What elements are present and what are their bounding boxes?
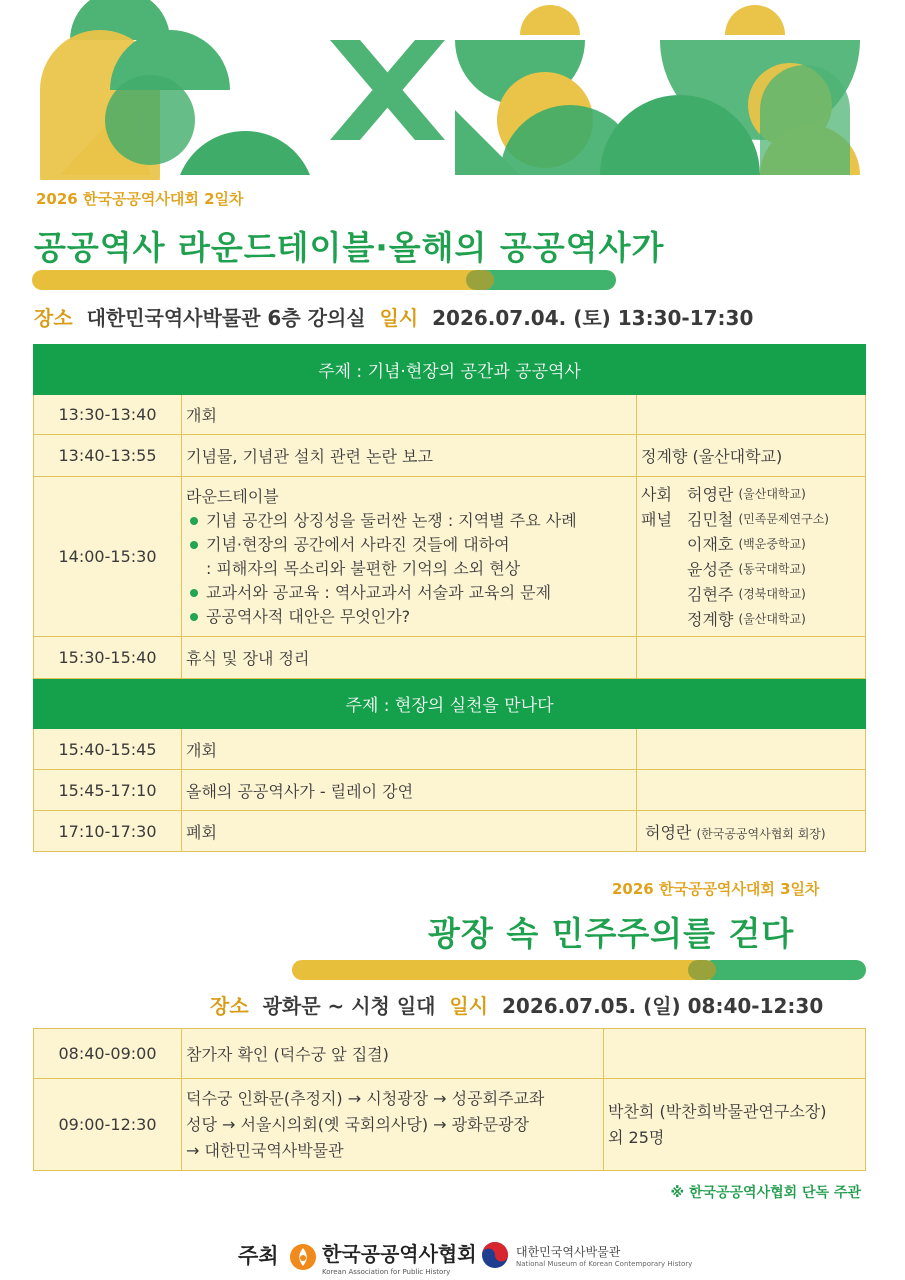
panel-role: 사회: [641, 484, 672, 504]
panel-role: [641, 557, 687, 582]
day2-divider-bar: [32, 270, 616, 290]
list-item: [186, 509, 636, 533]
table-row: [34, 1079, 866, 1171]
day3-venue-line: [210, 990, 823, 1019]
panel-row: [641, 482, 865, 507]
table-row: [34, 1029, 866, 1079]
panel-row: [641, 532, 865, 557]
person-cell: 정계향 (울산대학교): [637, 435, 866, 477]
theme-row: [34, 679, 866, 729]
roundtable-heading: 라운드테이블: [186, 486, 279, 506]
host-label: 주최: [238, 1244, 279, 1268]
time-cell: 15:40-15:45: [34, 729, 182, 770]
table-row: [34, 395, 866, 435]
museum-logo-icon: [480, 1240, 510, 1270]
theme-heading: 주제 : 현장의 실천을 만나다: [34, 679, 866, 729]
time-cell: 15:45-17:10: [34, 770, 182, 811]
guide-extra: 외 25명: [608, 1127, 665, 1147]
date-text: 2026.07.04. (토) 13:30-17:30: [432, 306, 754, 330]
panel-role: [641, 532, 687, 557]
organizer-note: ※ 한국공공역사협회 단독 주관: [670, 1185, 861, 1201]
panel-name: 윤성준: [687, 559, 734, 579]
day3-kicker: 2026 한국공공역사대회 3일차: [612, 880, 820, 898]
topic-text: 공공역사적 대안은 무엇인가?: [206, 606, 411, 626]
panel-affiliation: (경북대학교): [738, 586, 806, 601]
org1-logo: [288, 1238, 477, 1276]
table-row: [34, 435, 866, 477]
person-cell: [604, 1079, 866, 1171]
theme-heading: 주제 : 기념·현장의 공간과 공공역사: [34, 345, 866, 395]
route-line: → 대한민국역사박물관: [186, 1140, 344, 1160]
day2-schedule-table: [33, 344, 866, 852]
person-cell: [637, 729, 866, 770]
person-cell: [637, 637, 866, 679]
panel-row: [641, 507, 865, 532]
route-line: 성당 → 서울시의회(옛 국회의사당) → 광화문광장: [186, 1114, 529, 1134]
venue-label: 장소: [210, 994, 249, 1018]
day3-divider-bar: [292, 960, 866, 980]
activity-cell: 올해의 공공역사가 - 릴레이 강연: [182, 770, 637, 811]
roundtable-topics: [186, 509, 636, 629]
guide-name: 박찬희 (박찬희박물관연구소장): [608, 1101, 827, 1121]
date-label: 일시: [379, 306, 419, 330]
day2-kicker: 2026 한국공공역사대회 2일차: [36, 190, 244, 208]
table-row: [34, 770, 866, 811]
list-item: [186, 533, 636, 557]
day2-title: 공공역사 라운드테이블·올해의 공공역사가: [34, 228, 665, 267]
panel-cell: [637, 477, 866, 637]
list-subline: [186, 557, 636, 581]
activity-cell: 기념물, 기념관 설치 관련 논란 보고: [182, 435, 637, 477]
person-cell: [604, 1029, 866, 1079]
activity-cell: [182, 477, 637, 637]
person-name: 허영란: [645, 822, 692, 842]
route-line: 덕수궁 인화문(추정지) → 시청광장 → 성공회주교좌: [186, 1088, 545, 1108]
time-cell: 15:30-15:40: [34, 637, 182, 679]
panel-name: 김현주: [687, 584, 734, 604]
panel-name: 정계향: [687, 609, 734, 629]
venue-label: 장소: [34, 306, 73, 330]
day3-schedule-table: [33, 1028, 866, 1171]
person-cell: [637, 811, 866, 852]
panel-row: [641, 582, 865, 607]
topic-text: 기념 공간의 상징성을 둘러싼 논쟁 : 지역별 주요 사례: [206, 510, 577, 530]
table-row: [34, 637, 866, 679]
panel-affiliation: (동국대학교): [738, 561, 806, 576]
panel-name: 이재호: [687, 534, 734, 554]
list-item: [186, 605, 636, 629]
table-row: [34, 729, 866, 770]
date-label: 일시: [449, 994, 489, 1018]
activity-cell: 휴식 및 장내 정리: [182, 637, 637, 679]
org2-en-name: National Museum of Korean Contemporary History: [516, 1259, 693, 1268]
time-cell: 13:30-13:40: [34, 395, 182, 435]
venue-text: 광화문 ~ 시청 일대: [262, 994, 436, 1018]
table-row: [34, 811, 866, 852]
panel-row: [641, 607, 865, 632]
venue-text: 대한민국역사박물관 6층 강의실: [86, 306, 366, 330]
org1-name: 한국공공역사협회: [322, 1242, 477, 1266]
panel-affiliation: (백운중학교): [738, 536, 806, 551]
panel-name: 김민철: [687, 509, 734, 529]
person-affiliation: (한국공공역사협회 회장): [696, 826, 826, 841]
time-cell: 14:00-15:30: [34, 477, 182, 637]
theme-row: [34, 345, 866, 395]
time-cell: 13:40-13:55: [34, 435, 182, 477]
activity-cell: 개회: [182, 729, 637, 770]
panel-affiliation: (민족문제연구소): [738, 511, 829, 526]
banner-graphic: [0, 0, 905, 180]
table-row: [34, 477, 866, 637]
day3-title: 광장 속 민주주의를 걷다: [428, 914, 795, 953]
time-cell: 09:00-12:30: [34, 1079, 182, 1171]
panel-role: 패널: [641, 509, 672, 529]
org1-en-name: Korean Association for Public History: [322, 1268, 451, 1276]
person-cell: [637, 770, 866, 811]
org2-logo: [480, 1240, 692, 1270]
org2-name: 대한민국역사박물관: [516, 1244, 621, 1259]
time-cell: 08:40-09:00: [34, 1029, 182, 1079]
panel-role: [641, 582, 687, 607]
footer: [0, 1236, 905, 1276]
bullet-icon: [190, 517, 198, 525]
activity-cell: 폐회: [182, 811, 637, 852]
panel-row: [641, 557, 865, 582]
panel-role: [641, 607, 687, 632]
kaph-logo-icon: [288, 1242, 318, 1272]
day2-venue-line: [34, 302, 753, 331]
list-item: [186, 581, 636, 605]
activity-cell: 개회: [182, 395, 637, 435]
panel-affiliation: (울산대학교): [738, 486, 806, 501]
topic-text: 기념·현장의 공간에서 사라진 것들에 대하여: [206, 534, 510, 554]
bullet-icon: [190, 541, 198, 549]
activity-cell: 참가자 확인 (덕수궁 앞 집결): [182, 1029, 604, 1079]
activity-cell: [182, 1079, 604, 1171]
panel-name: 허영란: [687, 484, 734, 504]
person-cell: [637, 395, 866, 435]
panel-affiliation: (울산대학교): [738, 611, 806, 626]
bullet-icon: [190, 613, 198, 621]
topic-text: 교과서와 공교육 : 역사교과서 서술과 교육의 문제: [206, 582, 552, 602]
topic-subtext: : 피해자의 목소리와 불편한 기억의 소외 현상: [206, 558, 521, 578]
date-text: 2026.07.05. (일) 08:40-12:30: [501, 994, 824, 1018]
bullet-icon: [190, 589, 198, 597]
time-cell: 17:10-17:30: [34, 811, 182, 852]
